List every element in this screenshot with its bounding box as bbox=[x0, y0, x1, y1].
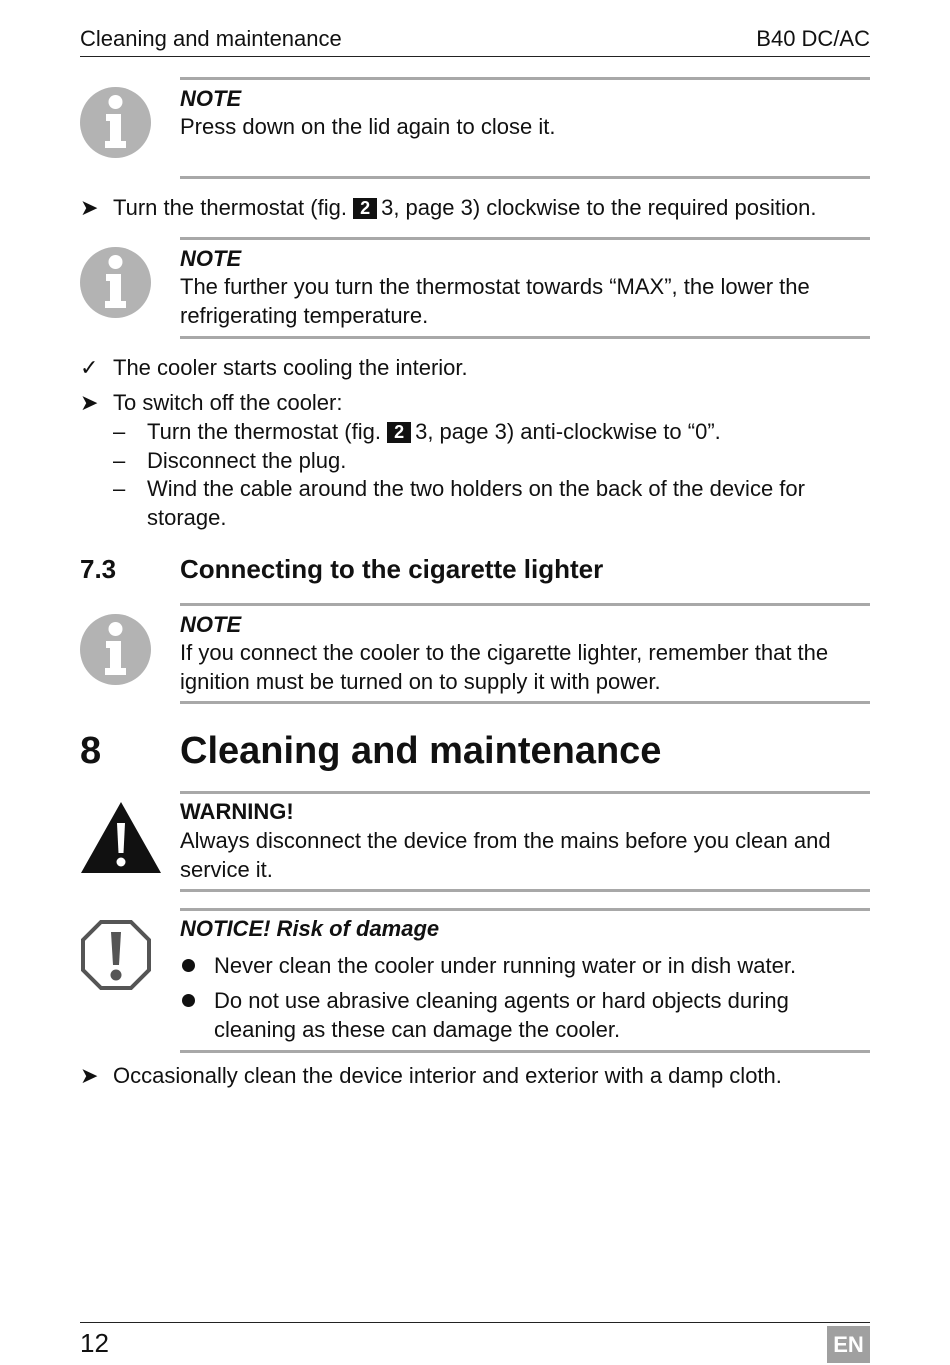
figure-ref-badge: 2 bbox=[353, 198, 377, 219]
switch-off-text: To switch off the cooler: bbox=[113, 390, 343, 415]
header-model: B40 DC/AC bbox=[756, 26, 870, 51]
note-text-line2: refrigerating temperature. bbox=[180, 303, 429, 328]
step-arrow-icon: ➤ bbox=[80, 390, 99, 415]
section-number: 7.3 bbox=[80, 554, 117, 584]
chapter-title: Cleaning and maintenance bbox=[180, 730, 662, 772]
note-text: Press down on the lid again to close it. bbox=[180, 114, 556, 139]
note-label: NOTE bbox=[180, 612, 242, 637]
note-text-line1: The further you turn the thermostat towards “MAX”, the lower the bbox=[180, 274, 810, 299]
chapter-number: 8 bbox=[80, 730, 102, 772]
dash-marker: – bbox=[113, 476, 126, 501]
dash-marker: – bbox=[113, 448, 126, 473]
notice-label: NOTICE! Risk of damage bbox=[180, 916, 440, 941]
step-arrow-icon: ➤ bbox=[80, 1063, 99, 1088]
warning-text-line1: Always disconnect the device from the mains before you clean and bbox=[180, 828, 831, 853]
section-title: Connecting to the cigarette lighter bbox=[180, 554, 604, 584]
note-rule-bottom bbox=[180, 176, 870, 179]
warning-label: WARNING! bbox=[180, 799, 294, 824]
info-icon bbox=[80, 247, 151, 318]
bullet-icon bbox=[182, 994, 195, 1007]
bullet-icon bbox=[182, 959, 195, 972]
note-rule-bottom bbox=[180, 336, 870, 339]
warning-rule-top bbox=[180, 791, 870, 794]
step-text-after: 3, page 3) clockwise to the required position. bbox=[381, 195, 817, 220]
warning-triangle-icon bbox=[80, 801, 162, 874]
figure-ref-badge: 2 bbox=[387, 422, 411, 443]
check-mark-icon: ✓ bbox=[80, 355, 99, 380]
note-text-line2: ignition must be turned on to supply it with power. bbox=[180, 669, 661, 694]
substep-wind-line2: storage. bbox=[147, 505, 227, 530]
substep-wind-line1: Wind the cable around the two holders on the back of the device for bbox=[147, 476, 805, 501]
notice-bullet-2-line2: cleaning as these can damage the cooler. bbox=[214, 1017, 621, 1042]
warning-text-line2: service it. bbox=[180, 857, 273, 882]
step-text: Turn the thermostat (fig. bbox=[113, 195, 347, 220]
dash-marker: – bbox=[113, 419, 126, 444]
notice-bullet-1: Never clean the cooler under running water or in dish water. bbox=[214, 953, 797, 978]
note-label: NOTE bbox=[180, 86, 242, 111]
note-rule-top bbox=[180, 237, 870, 240]
warning-rule-bottom bbox=[180, 889, 870, 892]
substep-thermostat bbox=[147, 417, 721, 446]
notice-rule-bottom bbox=[180, 1050, 870, 1053]
notice-rule-top bbox=[180, 908, 870, 911]
page-number: 12 bbox=[80, 1328, 109, 1358]
substep-text: Turn the thermostat (fig. bbox=[147, 419, 381, 444]
substep-text-after: 3, page 3) anti-clockwise to “0”. bbox=[415, 419, 721, 444]
result-text: The cooler starts cooling the interior. bbox=[113, 355, 468, 380]
note-rule-bottom bbox=[180, 701, 870, 704]
note-rule-top bbox=[180, 77, 870, 80]
notice-bullet-2-line1: Do not use abrasive cleaning agents or hard objects during bbox=[214, 988, 789, 1013]
step-clean-text: Occasionally clean the device interior and exterior with a damp cloth. bbox=[113, 1063, 782, 1088]
note-rule-top bbox=[180, 603, 870, 606]
footer-divider bbox=[80, 1322, 870, 1323]
notice-octagon-icon bbox=[80, 919, 152, 991]
substep-disconnect: Disconnect the plug. bbox=[147, 448, 347, 473]
header-section-title: Cleaning and maintenance bbox=[80, 26, 342, 51]
step-arrow-icon: ➤ bbox=[80, 195, 99, 220]
info-icon bbox=[80, 87, 151, 158]
step-thermostat bbox=[113, 193, 816, 222]
header-divider bbox=[80, 56, 870, 57]
note-label: NOTE bbox=[180, 246, 242, 271]
info-icon bbox=[80, 614, 151, 685]
note-text-line1: If you connect the cooler to the cigarette lighter, remember that the bbox=[180, 640, 829, 665]
language-badge: EN bbox=[827, 1326, 870, 1363]
